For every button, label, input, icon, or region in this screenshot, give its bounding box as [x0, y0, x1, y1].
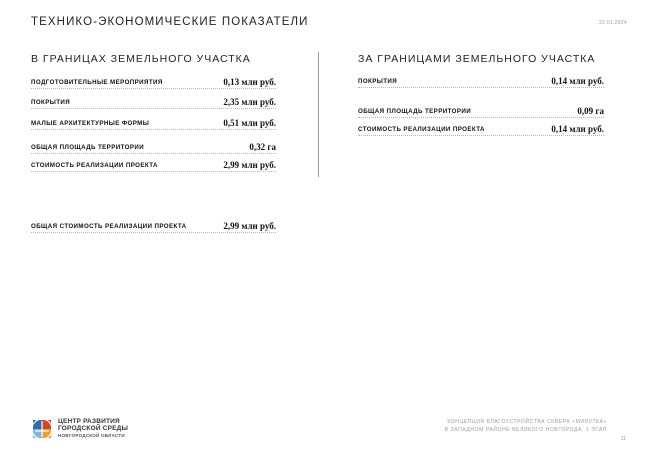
- column-divider: [318, 52, 319, 177]
- row-label: МАЛЫЕ АРХИТЕКТУРНЫЕ ФОРМЫ: [31, 120, 150, 127]
- row-value: 2,99 млн руб.: [223, 221, 276, 231]
- row-label: ОБЩАЯ ПЛОЩАДЬ ТЕРРИТОРИИ: [358, 108, 472, 115]
- table-row: [31, 157, 276, 172]
- row-value: 2,35 млн руб.: [223, 97, 276, 107]
- row-value: 0,32 га: [249, 142, 276, 152]
- row-value: 0,09 га: [577, 106, 604, 116]
- table-row: [31, 115, 276, 130]
- section-heading-outside: ЗА ГРАНИЦАМИ ЗЕМЕЛЬНОГО УЧАСТКА: [358, 53, 596, 65]
- org-name: [58, 419, 128, 438]
- row-value: 0,51 млн руб.: [223, 118, 276, 128]
- page-number: 11: [620, 436, 626, 442]
- org-name-line3: НОВГОРОДСКОЙ ОБЛАСТИ: [58, 432, 125, 438]
- project-caption-line2: В ЗАПАДНОМ РАЙОНЕ ВЕЛИКОГО НОВГОРОДА. 1 ЭТАП: [444, 427, 607, 433]
- row-value: 0,14 млн руб.: [551, 124, 604, 134]
- row-value: 0,13 млн руб.: [223, 77, 276, 87]
- org-name-line2: ГОРОДСКОЙ СРЕДЫ: [58, 424, 129, 432]
- total-row: [31, 218, 276, 233]
- table-row: [358, 73, 604, 88]
- table-row: [31, 139, 276, 154]
- table-row: [31, 74, 276, 89]
- project-caption-line1: КОНЦЕПЦИЯ БЛАГОУСТРОЙСТВА СКВЕРА «МИНУТКА»: [447, 419, 607, 425]
- row-label: ПОДГОТОВИТЕЛЬНЫЕ МЕРОПРИЯТИЯ: [31, 79, 163, 86]
- row-label: ПОКРЫТИЯ: [31, 99, 71, 106]
- row-label: СТОИМОСТЬ РЕАЛИЗАЦИИ ПРОЕКТА: [358, 126, 485, 133]
- page-title: ТЕХНИКО-ЭКОНОМИЧЕСКИЕ ПОКАЗАТЕЛИ: [31, 16, 309, 28]
- row-value: 0,14 млн руб.: [551, 76, 604, 86]
- project-caption: [445, 418, 607, 434]
- section-heading-inside: В ГРАНИЦАХ ЗЕМЕЛЬНОГО УЧАСТКА: [31, 53, 251, 65]
- row-value: 2,99 млн руб.: [223, 160, 276, 170]
- table-row: [31, 94, 276, 109]
- org-name-line1: ЦЕНТР РАЗВИТИЯ: [58, 418, 120, 425]
- row-label: ОБЩАЯ СТОИМОСТЬ РЕАЛИЗАЦИИ ПРОЕКТА: [31, 223, 187, 230]
- row-label: ОБЩАЯ ПЛОЩАДЬ ТЕРРИТОРИИ: [31, 144, 145, 151]
- date-label: 22.01.2024: [598, 20, 627, 26]
- row-label: СТОИМОСТЬ РЕАЛИЗАЦИИ ПРОЕКТА: [31, 162, 158, 169]
- org-logo-icon: [31, 418, 53, 440]
- row-label: ПОКРЫТИЯ: [358, 78, 398, 85]
- table-row: [358, 121, 604, 136]
- table-row: [358, 103, 604, 118]
